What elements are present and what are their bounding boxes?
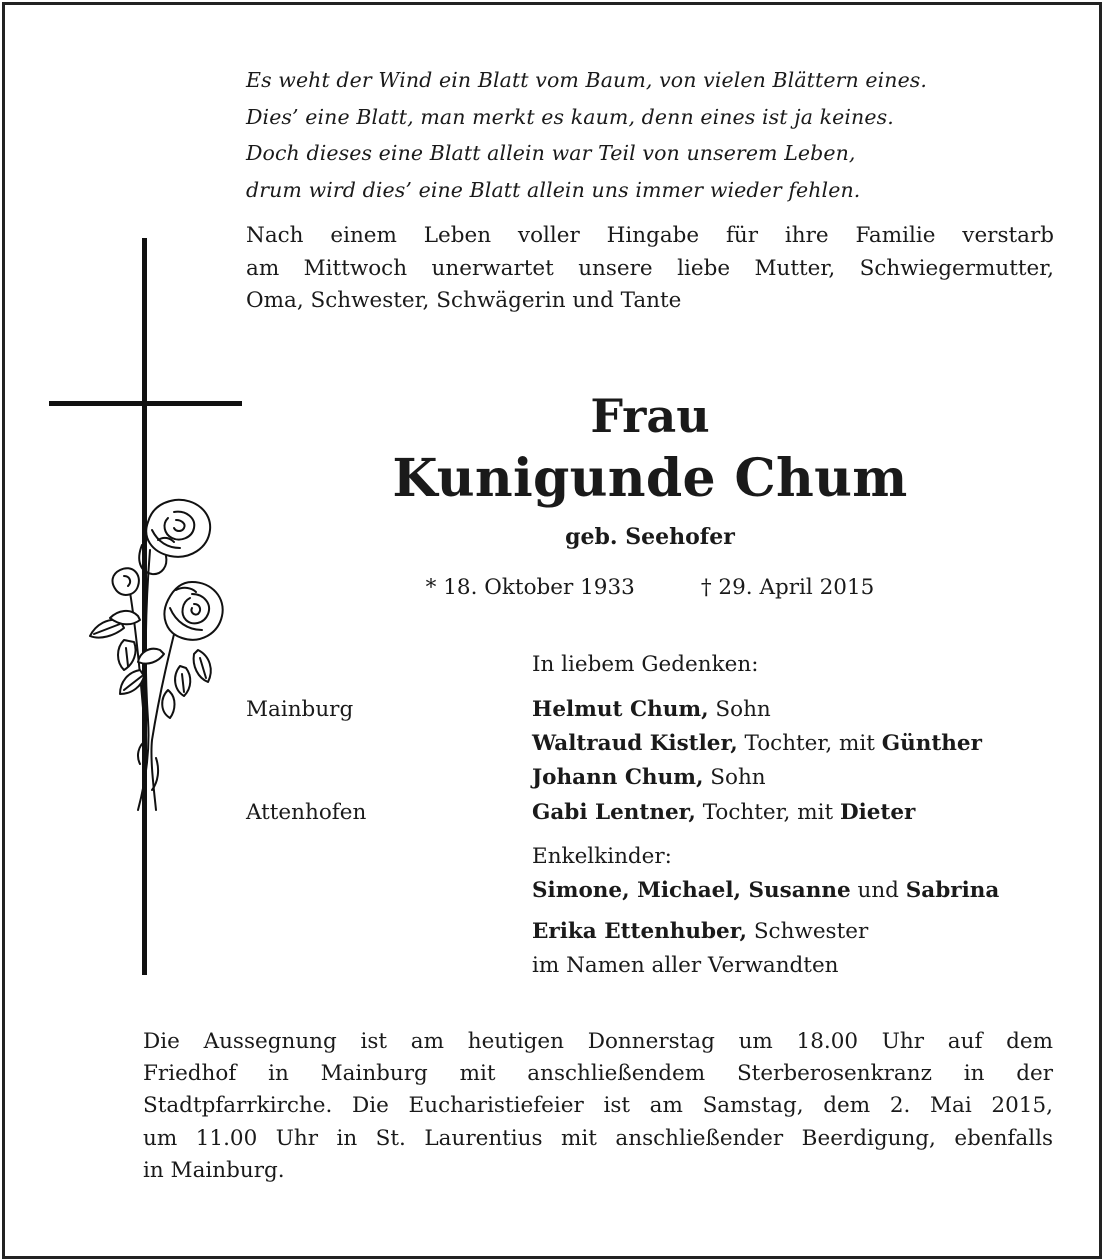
intro-text bbox=[246, 220, 1054, 318]
place-mainburg: Mainburg bbox=[246, 697, 354, 722]
place-attenhofen: Attenhofen bbox=[246, 800, 367, 825]
deceased-name: Kunigunde Chum bbox=[392, 448, 908, 509]
mourner-helmut: Helmut Chum, Sohn bbox=[532, 697, 771, 722]
funeral-notice bbox=[143, 1026, 1053, 1187]
notice-line: in Mainburg. bbox=[143, 1157, 285, 1183]
mourner-waltraud: Waltraud Kistler, Tochter, mit Günther bbox=[532, 731, 982, 756]
poem-line: Dies’ eine Blatt, man merkt es kaum, denn eines ist ja keines. bbox=[246, 104, 894, 129]
grandchildren-names: Simone, Michael, Susanne und Sabrina bbox=[532, 878, 1000, 903]
poem-line: Es weht der Wind ein Blatt vom Baum, von vielen Blättern eines. bbox=[246, 68, 928, 92]
notice-line: Die Aussegnung ist am heutigen Donnerstag um 18.00 Uhr auf dem bbox=[143, 1029, 1053, 1054]
birth-date: * 18. Oktober 1933 bbox=[425, 575, 635, 600]
poem bbox=[246, 62, 1066, 208]
notice-line: Stadtpfarrkirche. Die Eucharistiefeier ist am Samstag, dem 2. Mai 2015, bbox=[143, 1093, 1053, 1119]
poem-line: drum wird dies’ eine Blatt allein uns immer wieder fehlen. bbox=[246, 177, 861, 202]
intro-line: Oma, Schwester, Schwägerin und Tante bbox=[246, 288, 682, 313]
mourner-gabi: Gabi Lentner, Tochter, mit Dieter bbox=[532, 800, 916, 825]
intro-line: am Mittwoch unerwartet unsere liebe Mutter, Schwiegermutter, bbox=[246, 255, 1054, 281]
notice-line: um 11.00 Uhr in St. Laurentius mit anschließender Beerdigung, ebenfalls bbox=[143, 1125, 1053, 1151]
death-date: † 29. April 2015 bbox=[700, 575, 875, 600]
grandchildren-label: Enkelkinder: bbox=[532, 844, 672, 869]
salutation: Frau bbox=[590, 389, 710, 443]
life-dates bbox=[246, 572, 1054, 604]
intro-line: Nach einem Leben voller Hingabe für ihre Familie verstarb bbox=[246, 223, 1054, 248]
cross-horizontal-bar bbox=[49, 401, 242, 406]
maiden-name: geb. Seehofer bbox=[565, 524, 735, 550]
relatives-line: im Namen aller Verwandten bbox=[532, 953, 839, 978]
mourner-erika: Erika Ettenhuber, Schwester bbox=[532, 919, 869, 944]
notice-line: Friedhof in Mainburg mit anschließendem Sterberosenkranz in der bbox=[143, 1061, 1053, 1087]
poem-line: Doch dieses eine Blatt allein war Teil von unserem Leben, bbox=[246, 141, 856, 165]
mourner-johann: Johann Chum, Sohn bbox=[532, 765, 766, 790]
roses-icon bbox=[80, 490, 225, 820]
mourners-heading: In liebem Gedenken: bbox=[532, 652, 759, 677]
